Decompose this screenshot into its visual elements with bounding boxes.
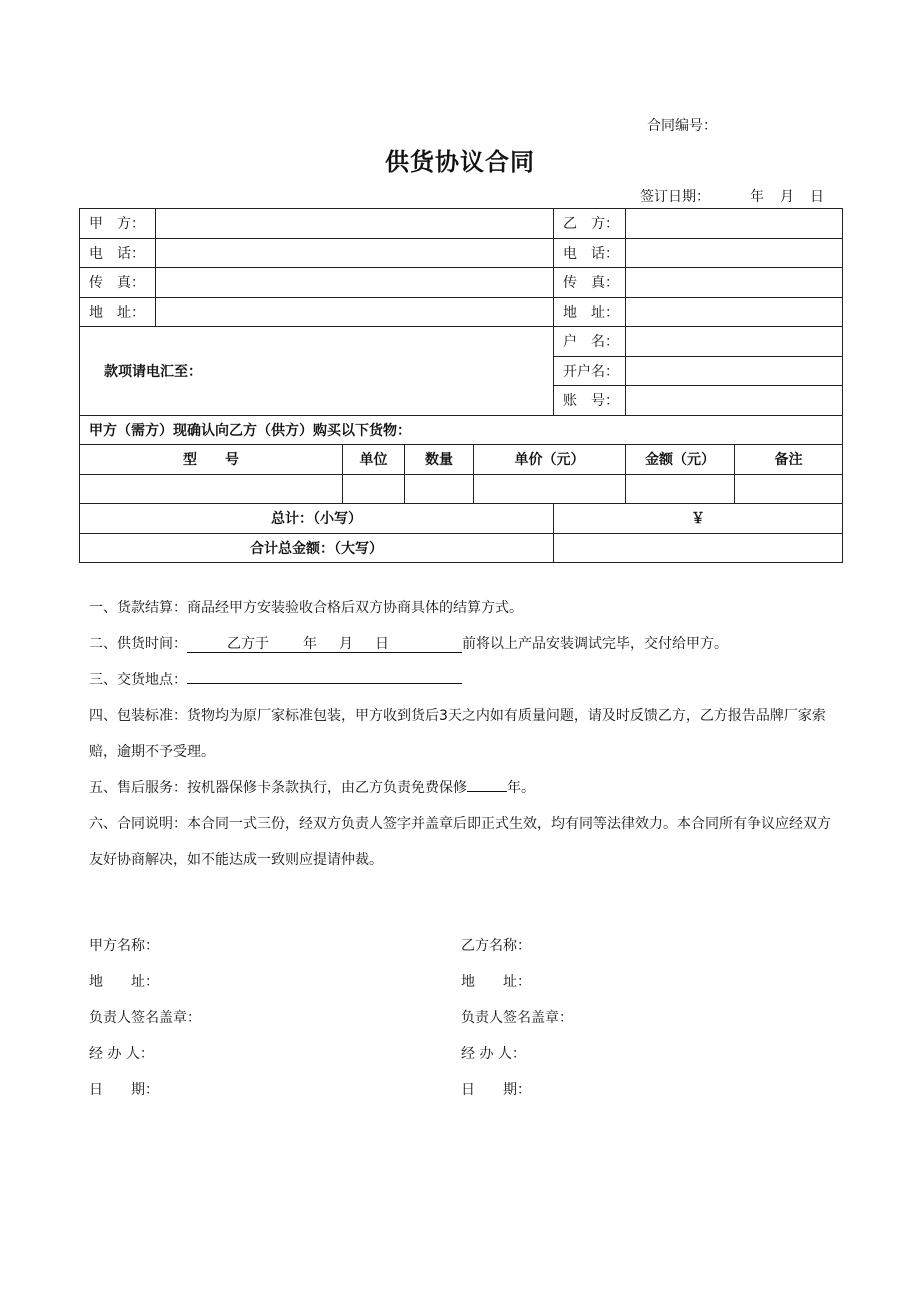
opener-field[interactable] — [626, 356, 843, 386]
goods-qty-cell[interactable] — [405, 474, 474, 504]
col-unit-header: 单位 — [343, 445, 405, 475]
b-phone-label: 电 话： — [554, 238, 626, 268]
sig-a-date: 日 期： — [89, 1082, 159, 1098]
delivery-day: 日 — [375, 636, 389, 652]
account-no-field[interactable] — [626, 386, 843, 416]
sig-b-address: 地 址： — [461, 974, 531, 990]
sign-date-label: 签订日期： — [640, 189, 710, 205]
clause-5-suffix: 年。 — [507, 780, 535, 796]
goods-price-cell[interactable] — [474, 474, 626, 504]
subtotal-label: 总计：（小写） — [80, 504, 554, 534]
goods-amount-cell[interactable] — [626, 474, 735, 504]
a-phone-label: 电 话： — [80, 238, 156, 268]
contract-table — [79, 208, 843, 563]
total-label: 合计总金额：（大写） — [80, 533, 554, 563]
clause-2-prefix: 二、供货时间： — [89, 636, 187, 652]
clause-6: 六、合同说明：本合同一式三份，经双方负责人签字并盖章后即正式生效，均有同等法律效力。本合同所有争议应经双方友好协商解决，如不能达成一致则应提请仲裁。 — [89, 816, 831, 868]
clause-5 — [89, 770, 841, 806]
a-address-label: 地 址： — [80, 297, 156, 327]
sign-date-month: 月 — [780, 189, 794, 205]
a-fax-field[interactable] — [156, 268, 554, 298]
remit-label: 款项请电汇至： — [80, 327, 554, 416]
subtotal-value[interactable]: ￥ — [554, 504, 843, 534]
warranty-years-field[interactable] — [467, 775, 507, 792]
opener-label: 开户名： — [554, 356, 626, 386]
contract-no-label: 合同编号： — [647, 118, 717, 134]
delivery-place-field[interactable] — [187, 667, 462, 684]
sig-a-sign: 负责人签名盖章： — [89, 1010, 201, 1026]
goods-unit-cell[interactable] — [343, 474, 405, 504]
clause-2 — [89, 626, 841, 662]
goods-note-cell[interactable] — [735, 474, 843, 504]
clause-4: 四、包装标准：货物均为原厂家标准包装，甲方收到货后3天之内如有质量问题，请及时反馈乙方，乙方报告品牌厂家索赔，逾期不予受理。 — [89, 708, 826, 760]
party-b-label: 乙 方： — [554, 209, 626, 239]
account-name-label: 户 名： — [554, 327, 626, 357]
clause-5-prefix: 五、售后服务：按机器保修卡条款执行，由乙方负责免费保修 — [89, 780, 467, 796]
delivery-time-field[interactable] — [187, 636, 462, 653]
clause-3 — [89, 662, 841, 698]
sig-a-handler: 经 办 人： — [89, 1046, 154, 1062]
party-a-field[interactable] — [156, 209, 554, 239]
clause-3-prefix: 三、交货地点： — [89, 672, 187, 688]
sign-date-year: 年 — [750, 189, 764, 205]
col-model-header: 型 号 — [80, 445, 343, 475]
goods-model-cell[interactable] — [80, 474, 343, 504]
account-no-label: 账 号： — [554, 386, 626, 416]
a-address-field[interactable] — [156, 297, 554, 327]
col-qty-header: 数量 — [405, 445, 474, 475]
goods-intro: 甲方（需方）现确认向乙方（供方）购买以下货物： — [80, 415, 843, 445]
b-phone-field[interactable] — [626, 238, 843, 268]
total-value[interactable] — [554, 533, 843, 563]
b-address-label: 地 址： — [554, 297, 626, 327]
clause-1: 一、货款结算：商品经甲方安装验收合格后双方协商具体的结算方式。 — [89, 600, 523, 616]
party-a-label: 甲 方： — [80, 209, 156, 239]
sig-a-name: 甲方名称： — [89, 938, 159, 954]
page-title: 供货协议合同 — [385, 148, 535, 176]
sig-a-address: 地 址： — [89, 974, 159, 990]
b-address-field[interactable] — [626, 297, 843, 327]
delivery-party: 乙方于 — [227, 636, 269, 652]
sig-b-handler: 经 办 人： — [461, 1046, 526, 1062]
delivery-month: 月 — [339, 636, 353, 652]
delivery-year: 年 — [303, 636, 317, 652]
a-phone-field[interactable] — [156, 238, 554, 268]
sig-b-sign: 负责人签名盖章： — [461, 1010, 573, 1026]
col-note-header: 备注 — [735, 445, 843, 475]
sig-b-date: 日 期： — [461, 1082, 531, 1098]
col-price-header: 单价（元） — [474, 445, 626, 475]
b-fax-label: 传 真： — [554, 268, 626, 298]
sig-b-name: 乙方名称： — [461, 938, 531, 954]
col-amount-header: 金额（元） — [626, 445, 735, 475]
party-b-field[interactable] — [626, 209, 843, 239]
sign-date-day: 日 — [810, 189, 824, 205]
sign-date — [640, 186, 824, 206]
clause-2-suffix: 前将以上产品安装调试完毕，交付给甲方。 — [462, 636, 728, 652]
a-fax-label: 传 真： — [80, 268, 156, 298]
b-fax-field[interactable] — [626, 268, 843, 298]
account-name-field[interactable] — [626, 327, 843, 357]
